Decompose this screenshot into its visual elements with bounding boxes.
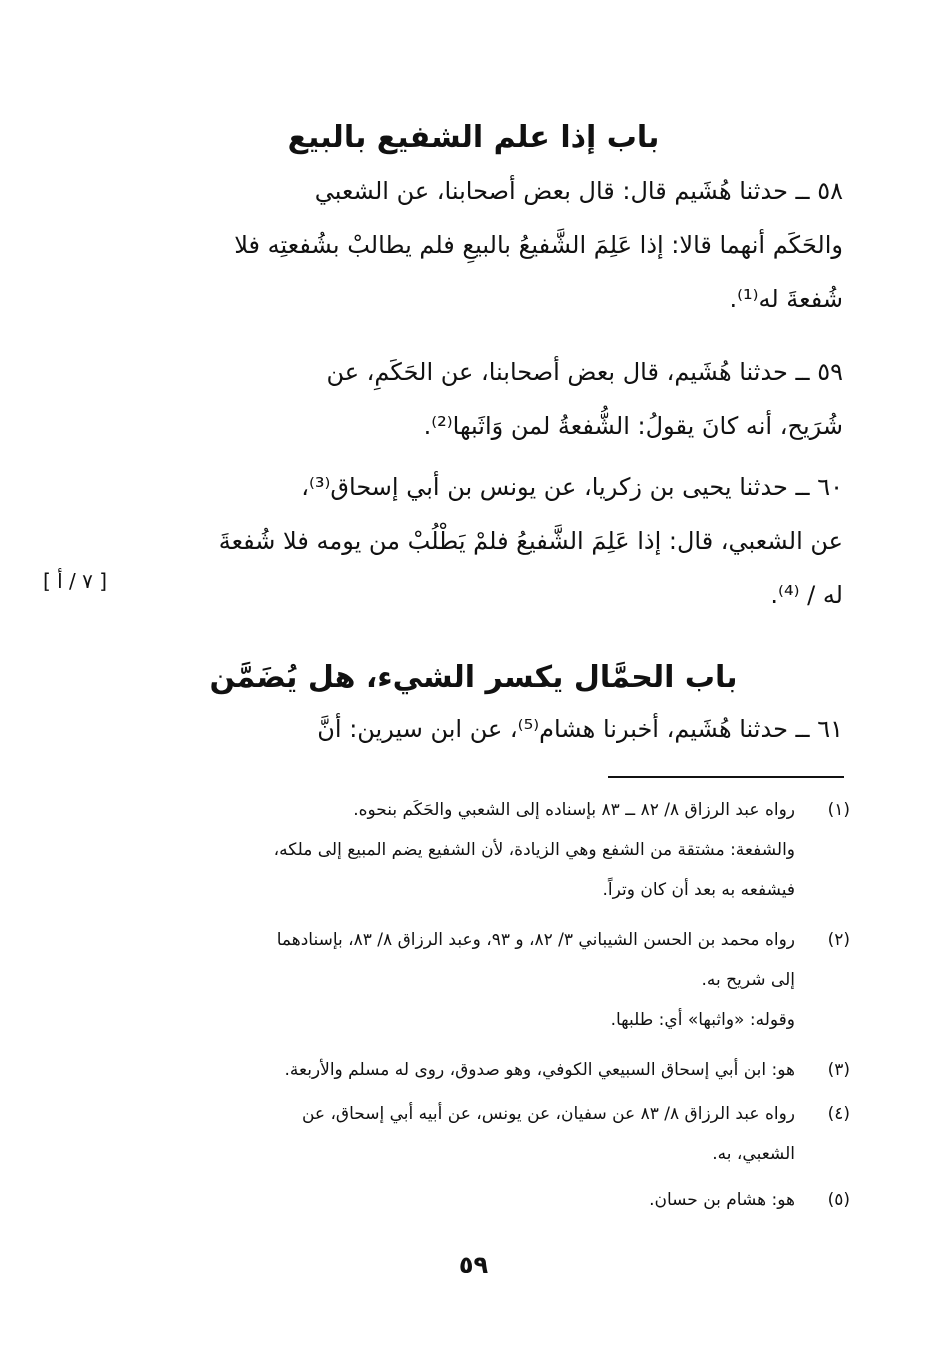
chapter-heading-shufa: باب إذا علم الشفيع بالبيع: [287, 120, 660, 155]
footnote-1: [110, 790, 850, 910]
hadith-60-line-2: عن الشعبي، قال: إذا عَلِمَ الشَّفيعُ فلمْ يَطْلُبْ من يومه فلا شُفعةَ: [218, 527, 843, 555]
footnote-line: وقوله: «واثبها» أي: طلبها.: [610, 1010, 795, 1030]
footnote-number: (٤): [827, 1104, 850, 1124]
footnote-line: [110, 1180, 850, 1220]
footnote-3: [110, 1050, 850, 1090]
hadith-61: [105, 702, 843, 756]
footnote-5: [110, 1180, 850, 1220]
hadith-58-line-1: ٥٨ ــ حدثنا هُشَيم قال: قال بعض أصحابنا، عن الشعبي: [314, 177, 843, 205]
hadith-61-line-1: ٦١ ــ حدثنا هُشَيم، أخبرنا هشام⁽⁵⁾، عن ابن سيرين: أنَّ: [317, 715, 843, 743]
footnote-line: فيشفعه به بعد أن كان وتراً.: [602, 880, 795, 900]
footnote-4: [110, 1094, 850, 1174]
footnote-line: [110, 1050, 850, 1090]
footnote-line: [110, 920, 850, 960]
chapter-heading-porter: باب الحمَّال يكسر الشيء، هل يُضَمَّن: [209, 660, 738, 695]
hadith-58-line-2: والحَكَم أنهما قالا: إذا عَلِمَ الشَّفيعُ بالبيعِ فلم يطالبْ بشُفعتِه فلا: [234, 231, 843, 259]
manuscript-folio-marker: [ ٧ / أ ]: [42, 569, 108, 593]
footnote-line: الشعبي، به.: [712, 1144, 795, 1164]
footnote-line: إلى شريح به.: [701, 970, 795, 990]
hadith-60-line-1: ٦٠ ــ حدثنا يحيى بن زكريا، عن يونس بن أبي إسحاق⁽³⁾،: [301, 473, 843, 501]
hadith-58: [105, 164, 843, 326]
footnote-number: (٥): [827, 1190, 850, 1210]
footnote-text: رواه محمد بن الحسن الشيباني ٣/ ٨٢، و ٩٣، وعبد الرزاق ٨/ ٨٣، بإسنادهما: [276, 930, 795, 950]
footnote-text: هو: ابن أبي إسحاق السبيعي الكوفي، وهو صدوق، روى له مسلم والأربعة.: [284, 1060, 795, 1080]
footnote-line: [110, 1094, 850, 1134]
footnote-number: (٣): [827, 1060, 850, 1080]
footnote-line: [110, 790, 850, 830]
page-number: ٥٩: [458, 1251, 489, 1279]
hadith-60: [105, 460, 843, 622]
footnote-text: رواه عبد الرزاق ٨/ ٨٢ ــ ٨٣ بإسناده إلى الشعبي والحَكَم بنحوه.: [353, 800, 795, 820]
footnote-line: والشفعة: مشتقة من الشفع وهي الزيادة، لأن الشفيع يضم المبيع إلى ملكه،: [273, 840, 795, 860]
footnote-2: [110, 920, 850, 1040]
hadith-60-line-3: له / ⁽⁴⁾.: [770, 581, 843, 609]
hadith-59-line-1: ٥٩ ــ حدثنا هُشَيم، قال بعض أصحابنا، عن الحَكَمِ، عن: [326, 358, 843, 386]
footnote-number: (٢): [827, 930, 850, 950]
footnote-number: (١): [827, 800, 850, 820]
footnote-separator: [608, 776, 844, 778]
hadith-59: [105, 345, 843, 453]
footnote-text: هو: هشام بن حسان.: [649, 1190, 795, 1210]
hadith-58-line-3: شُفعةَ له⁽¹⁾.: [729, 285, 843, 313]
footnote-text: رواه عبد الرزاق ٨/ ٨٣ عن سفيان، عن يونس، عن أبيه أبي إسحاق، عن: [301, 1104, 795, 1124]
hadith-59-line-2: شُرَيح، أنه كانَ يقولُ: الشُّفعةُ لمن وَاثَبها⁽²⁾.: [423, 412, 843, 440]
